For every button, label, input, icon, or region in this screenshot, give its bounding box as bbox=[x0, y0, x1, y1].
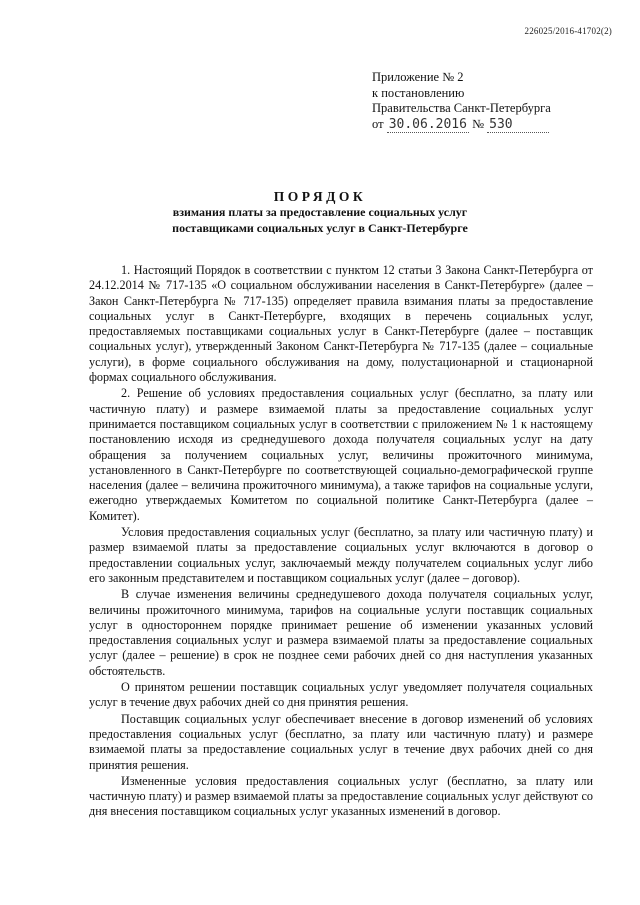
appendix-line-2: к постановлению bbox=[372, 85, 465, 100]
document-body bbox=[89, 263, 593, 821]
appendix-date-line bbox=[372, 117, 551, 134]
number-label: № bbox=[472, 116, 485, 131]
paragraph-7: Измененные условия предоставления социальных услуг (бесплатно, за плату или частичную плату) и размер взимаемой платы за предоставление социальных услуг действуют со дня внесения поставщиком социальных услуг указанных изменений в договор. bbox=[89, 773, 593, 819]
paragraph-6: Поставщик социальных услуг обеспечивает внесение в договор изменений об условиях предоставления социальных услуг (бесплатно, за плату или частичную плату) и размере взимаемой платы за предоставление социальных услуг в течение двух рабочих дней со дня принятия решения. bbox=[89, 711, 593, 772]
document-subtitle-1: взимания платы за предоставление социальных услуг bbox=[172, 205, 468, 219]
document-subtitle-2: поставщиками социальных услуг в Санкт-Петербурге bbox=[172, 221, 468, 235]
document-number: 226025/2016-41702(2) bbox=[524, 26, 612, 36]
paragraph-3: Условия предоставления социальных услуг (бесплатно, за плату или частичную плату) и размер взимаемой платы за предоставление социальных услуг включаются в договор о предоставлении социальных услуг, заключаемый между получателем социальных услуг либо его законным представителем и поставщиком социальных услуг (далее – договор). bbox=[89, 525, 593, 585]
appendix-line-1: Приложение № 2 bbox=[372, 70, 464, 84]
resolution-date: 30.06.2016 bbox=[388, 116, 467, 132]
document-title: ПОРЯДОК bbox=[273, 189, 367, 204]
appendix-line-3: Правительства Санкт-Петербурга bbox=[372, 101, 551, 115]
resolution-number: 530 bbox=[487, 117, 549, 134]
paragraph-4: В случае изменения величины среднедушевого дохода получателя социальных услуг, величины прожиточного минимума, тарифов на социальные услуги поставщик социальных услуг в одностороннем порядке принимает решение об изменении указанных условий предоставления социальных услуг и размера взимаемой платы за предоставление социальных услуг (далее – решение) в срок не позднее семи рабочих дней со дня наступления указанных обстоятельств. bbox=[89, 587, 593, 678]
paragraph-2: 2. Решение об условиях предоставления социальных услуг (бесплатно, за плату или частичную плату) и размере взимаемой платы за предоставление социальных услуг принимается поставщиком социальных услуг в соответствии с приложением № 1 к настоящему постановлению исходя из среднедушевого дохода получателя социальных услуг на дату обращения за получением социальных услуг, величины прожиточного минимума, установленного в Санкт-Петербурге по соответствующей социально-демографической группе населения (далее – величина прожиточного минимума), а также тарифов на социальные услуги, ежегодно утверждаемых Комитетом по социальной политике Санкт-Петербурга (далее – Комитет). bbox=[89, 386, 593, 523]
paragraph-1: 1. Настоящий Порядок в соответствии с пунктом 12 статьи 3 Закона Санкт-Петербурга от 24.12.2014 № 717-135 «О социальном обслуживании населения в Санкт-Петербурге» (далее – Закон Санкт-Петербурга № 717-135) определяет правила взимания платы за предоставление социальных услуг в Санкт-Петербурге, входящих в перечень социальных услуг, предоставляемых поставщиками социальных услуг в Санкт-Петербурге (далее – поставщик социальных услуг), утвержденный Законом Санкт-Петербурга № 717-135 (далее – социальные услуги), в форме социального обслуживания на дому, полустационарной и стационарной формах социального обслуживания. bbox=[89, 263, 593, 385]
paragraph-5: О принятом решении поставщик социальных услуг уведомляет получателя социальных услуг в течение двух рабочих дней со дня принятия решения. bbox=[89, 680, 593, 710]
from-label: от bbox=[372, 116, 384, 131]
appendix-block bbox=[372, 70, 551, 133]
